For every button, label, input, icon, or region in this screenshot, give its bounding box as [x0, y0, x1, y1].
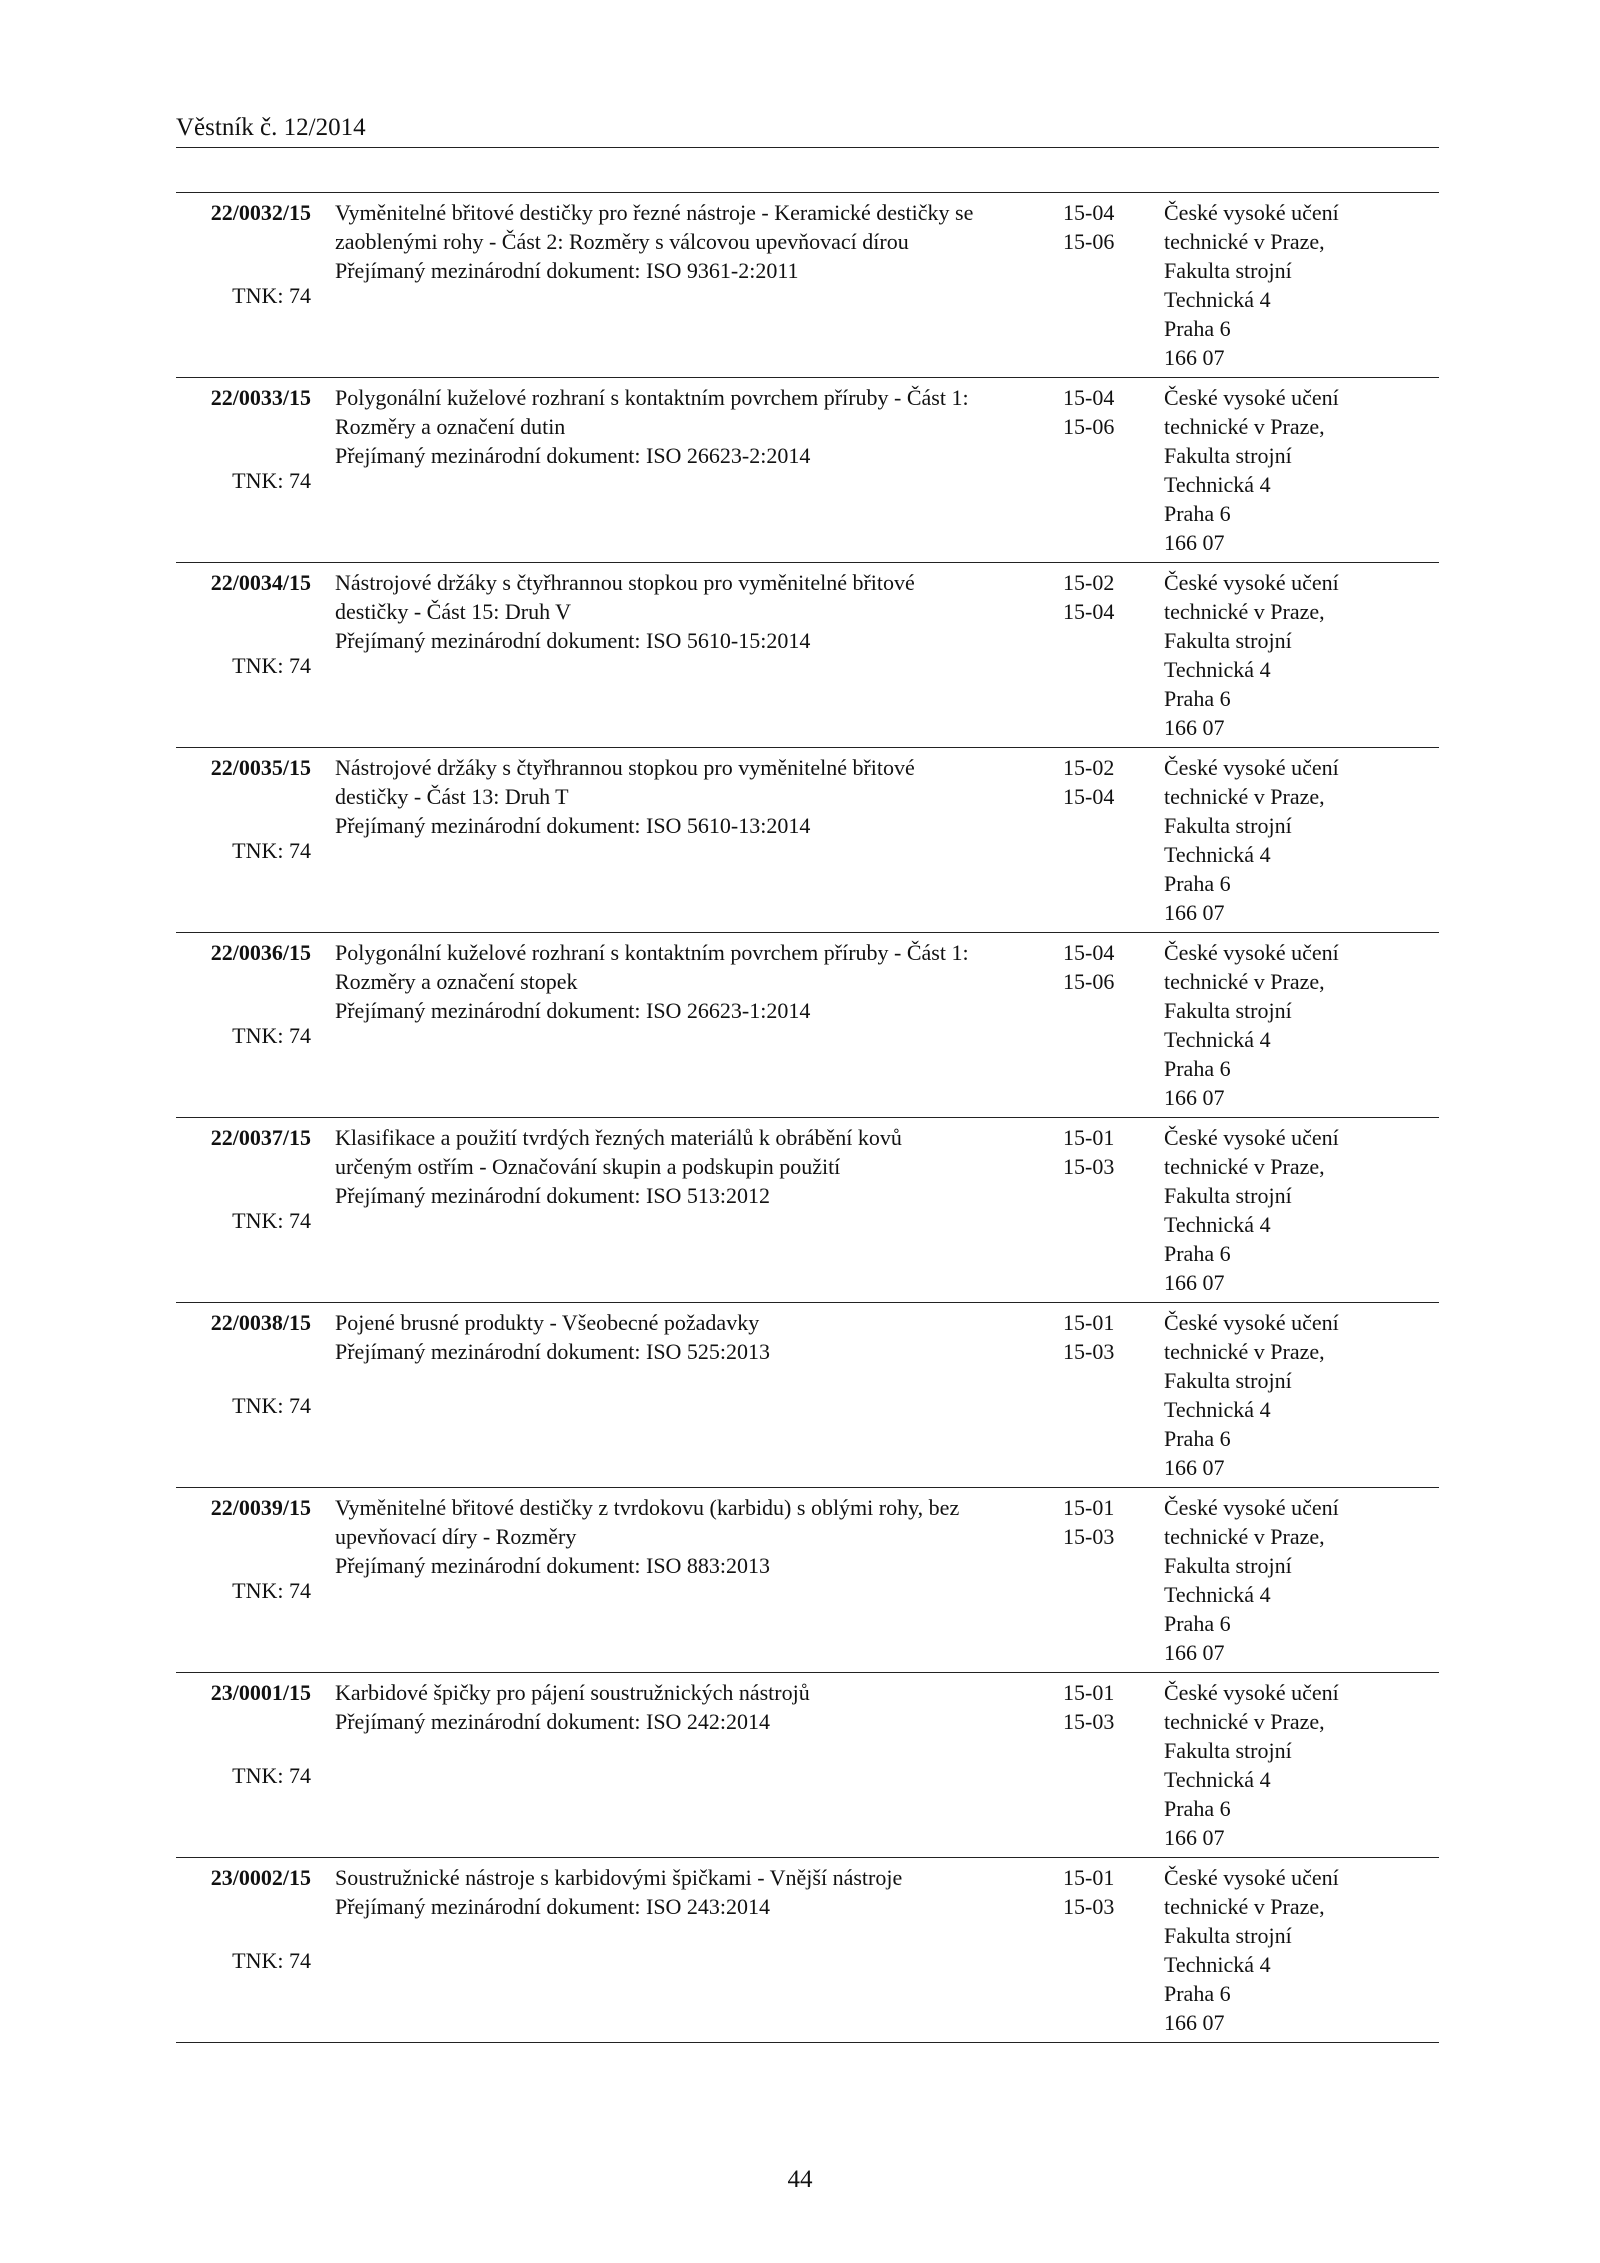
table-row — [176, 193, 1439, 378]
title-line: Karbidové špičky pro pájení soustružnických nástrojů — [335, 1680, 810, 1705]
title-line: Rozměry a označení dutin — [335, 414, 566, 439]
address-line: České vysoké učení — [1164, 570, 1339, 595]
address-line: 166 07 — [1164, 1825, 1225, 1850]
tnk-label: TNK: 74 — [232, 1578, 311, 1603]
codes-cell — [1063, 568, 1143, 626]
address-line: Technická 4 — [1164, 1027, 1271, 1052]
codes-cell — [1063, 198, 1143, 256]
title-line: Přejímaný mezinárodní dokument: ISO 5610-13:2014 — [335, 813, 811, 838]
title-line: Vyměnitelné břitové destičky pro řezné nástroje - Keramické destičky se — [335, 200, 974, 225]
address-line: 166 07 — [1164, 345, 1225, 370]
address-line: Praha 6 — [1164, 501, 1231, 526]
address-line: České vysoké učení — [1164, 755, 1339, 780]
standard-number: 22/0032/15 — [210, 200, 311, 225]
standard-id-cell — [176, 1308, 311, 1420]
tnk-label: TNK: 74 — [232, 1023, 311, 1048]
address-cell — [1164, 383, 1434, 557]
code: 15-01 — [1063, 1125, 1115, 1150]
tnk-label: TNK: 74 — [232, 653, 311, 678]
address-cell — [1164, 1678, 1434, 1852]
address-line: technické v Praze, — [1164, 1524, 1325, 1549]
address-line: Technická 4 — [1164, 842, 1271, 867]
address-line: Fakulta strojní — [1164, 998, 1292, 1023]
title-line: destičky - Část 15: Druh V — [335, 599, 572, 624]
code: 15-04 — [1063, 940, 1115, 965]
address-line: technické v Praze, — [1164, 1339, 1325, 1364]
address-line: technické v Praze, — [1164, 784, 1325, 809]
address-cell — [1164, 568, 1434, 742]
address-line: 166 07 — [1164, 1455, 1225, 1480]
standard-number: 22/0036/15 — [210, 940, 311, 965]
table-row — [176, 1118, 1439, 1303]
table-row — [176, 1858, 1439, 2043]
table-row — [176, 1673, 1439, 1858]
code: 15-03 — [1063, 1524, 1115, 1549]
page-header — [176, 110, 1439, 148]
address-line: Technická 4 — [1164, 1212, 1271, 1237]
address-line: České vysoké učení — [1164, 1865, 1339, 1890]
title-line: Nástrojové držáky s čtyřhrannou stopkou pro vyměnitelné břitové — [335, 570, 915, 595]
title-line: Přejímaný mezinárodní dokument: ISO 883:2013 — [335, 1553, 771, 1578]
code: 15-03 — [1063, 1894, 1115, 1919]
tnk-label: TNK: 74 — [232, 1948, 311, 1973]
address-line: České vysoké učení — [1164, 940, 1339, 965]
title-line: Vyměnitelné břitové destičky z tvrdokovu (karbidu) s oblými rohy, bez — [335, 1495, 960, 1520]
title-line: Přejímaný mezinárodní dokument: ISO 242:2014 — [335, 1709, 771, 1734]
codes-cell — [1063, 1493, 1143, 1551]
standard-id-cell — [176, 1493, 311, 1605]
standard-number: 22/0034/15 — [210, 570, 311, 595]
address-line: Technická 4 — [1164, 1767, 1271, 1792]
address-line: Fakulta strojní — [1164, 258, 1292, 283]
table-row — [176, 1303, 1439, 1488]
code: 15-04 — [1063, 200, 1115, 225]
address-line: Fakulta strojní — [1164, 813, 1292, 838]
address-line: technické v Praze, — [1164, 1709, 1325, 1734]
address-cell — [1164, 753, 1434, 927]
address-line: Technická 4 — [1164, 1952, 1271, 1977]
code: 15-02 — [1063, 755, 1115, 780]
title-line: určeným ostřím - Označování skupin a podskupin použití — [335, 1154, 841, 1179]
address-line: Technická 4 — [1164, 1582, 1271, 1607]
title-line: Přejímaný mezinárodní dokument: ISO 26623-1:2014 — [335, 998, 811, 1023]
address-line: České vysoké učení — [1164, 1495, 1339, 1520]
title-line: Pojené brusné produkty - Všeobecné požadavky — [335, 1310, 760, 1335]
address-line: technické v Praze, — [1164, 229, 1325, 254]
address-cell — [1164, 1308, 1434, 1482]
address-line: technické v Praze, — [1164, 1894, 1325, 1919]
title-line: Polygonální kuželové rozhraní s kontaktním povrchem příruby - Část 1: — [335, 385, 969, 410]
title-line: Soustružnické nástroje s karbidovými špičkami - Vnější nástroje — [335, 1865, 903, 1890]
address-line: technické v Praze, — [1164, 599, 1325, 624]
code: 15-06 — [1063, 229, 1115, 254]
title-line: Přejímaný mezinárodní dokument: ISO 513:2012 — [335, 1183, 771, 1208]
codes-cell — [1063, 1863, 1143, 1921]
page-number: 44 — [787, 2166, 813, 2193]
title-line: Přejímaný mezinárodní dokument: ISO 5610-15:2014 — [335, 628, 811, 653]
codes-cell — [1063, 938, 1143, 996]
code: 15-04 — [1063, 599, 1115, 624]
address-line: Fakulta strojní — [1164, 1368, 1292, 1393]
address-cell — [1164, 938, 1434, 1112]
address-line: 166 07 — [1164, 1270, 1225, 1295]
code: 15-04 — [1063, 385, 1115, 410]
address-line: Praha 6 — [1164, 1981, 1231, 2006]
address-cell — [1164, 1123, 1434, 1297]
address-line: Technická 4 — [1164, 472, 1271, 497]
address-line: Praha 6 — [1164, 871, 1231, 896]
codes-cell — [1063, 753, 1143, 811]
title-line: Přejímaný mezinárodní dokument: ISO 9361-2:2011 — [335, 258, 799, 283]
tnk-label: TNK: 74 — [232, 468, 311, 493]
address-line: 166 07 — [1164, 530, 1225, 555]
address-line: Fakulta strojní — [1164, 443, 1292, 468]
standard-id-cell — [176, 383, 311, 495]
tnk-label: TNK: 74 — [232, 1393, 311, 1418]
tnk-label: TNK: 74 — [232, 838, 311, 863]
table-row — [176, 563, 1439, 748]
table-row — [176, 378, 1439, 563]
standard-number: 22/0038/15 — [210, 1310, 311, 1335]
address-line: technické v Praze, — [1164, 969, 1325, 994]
title-line: Nástrojové držáky s čtyřhrannou stopkou pro vyměnitelné břitové — [335, 755, 915, 780]
standard-number: 22/0039/15 — [210, 1495, 311, 1520]
title-line: Polygonální kuželové rozhraní s kontaktním povrchem příruby - Část 1: — [335, 940, 969, 965]
address-line: České vysoké učení — [1164, 385, 1339, 410]
address-line: Praha 6 — [1164, 1796, 1231, 1821]
table-row — [176, 748, 1439, 933]
title-line: Přejímaný mezinárodní dokument: ISO 525:2013 — [335, 1339, 771, 1364]
table-row — [176, 933, 1439, 1118]
address-line: Technická 4 — [1164, 1397, 1271, 1422]
title-line: Přejímaný mezinárodní dokument: ISO 243:2014 — [335, 1894, 771, 1919]
codes-cell — [1063, 1308, 1143, 1366]
address-line: Praha 6 — [1164, 686, 1231, 711]
code: 15-03 — [1063, 1709, 1115, 1734]
standard-number: 22/0035/15 — [210, 755, 311, 780]
address-line: Technická 4 — [1164, 657, 1271, 682]
address-line: Fakulta strojní — [1164, 1923, 1292, 1948]
address-line: Praha 6 — [1164, 1426, 1231, 1451]
address-line: Praha 6 — [1164, 1056, 1231, 1081]
code: 15-01 — [1063, 1865, 1115, 1890]
title-line: zaoblenými rohy - Část 2: Rozměry s válcovou upevňovací dírou — [335, 229, 909, 254]
code: 15-01 — [1063, 1680, 1115, 1705]
address-line: technické v Praze, — [1164, 1154, 1325, 1179]
title-line: upevňovací díry - Rozměry — [335, 1524, 577, 1549]
code: 15-06 — [1063, 414, 1115, 439]
address-line: Fakulta strojní — [1164, 628, 1292, 653]
standards-table — [176, 192, 1439, 2043]
standard-number: 22/0033/15 — [210, 385, 311, 410]
standard-id-cell — [176, 1678, 311, 1790]
address-line: Fakulta strojní — [1164, 1183, 1292, 1208]
address-cell — [1164, 198, 1434, 372]
codes-cell — [1063, 383, 1143, 441]
tnk-label: TNK: 74 — [232, 1208, 311, 1233]
standard-id-cell — [176, 938, 311, 1050]
standard-id-cell — [176, 1123, 311, 1235]
standard-id-cell — [176, 568, 311, 680]
title-line: Rozměry a označení stopek — [335, 969, 578, 994]
address-line: Technická 4 — [1164, 287, 1271, 312]
table-row — [176, 1488, 1439, 1673]
address-line: 166 07 — [1164, 900, 1225, 925]
address-line: České vysoké učení — [1164, 1680, 1339, 1705]
standard-number: 23/0001/15 — [210, 1680, 311, 1705]
address-line: Praha 6 — [1164, 316, 1231, 341]
address-line: Praha 6 — [1164, 1241, 1231, 1266]
address-line: České vysoké učení — [1164, 200, 1339, 225]
tnk-label: TNK: 74 — [232, 1763, 311, 1788]
title-line: Klasifikace a použití tvrdých řezných materiálů k obrábění kovů — [335, 1125, 902, 1150]
title-line: Přejímaný mezinárodní dokument: ISO 26623-2:2014 — [335, 443, 811, 468]
tnk-label: TNK: 74 — [232, 283, 311, 308]
codes-cell — [1063, 1123, 1143, 1181]
address-cell — [1164, 1863, 1434, 2037]
address-line: 166 07 — [1164, 1640, 1225, 1665]
code: 15-03 — [1063, 1154, 1115, 1179]
address-line: 166 07 — [1164, 715, 1225, 740]
code: 15-01 — [1063, 1495, 1115, 1520]
address-line: technické v Praze, — [1164, 414, 1325, 439]
title-line: destičky - Část 13: Druh T — [335, 784, 569, 809]
code: 15-01 — [1063, 1310, 1115, 1335]
code: 15-02 — [1063, 570, 1115, 595]
header-title: Věstník č. 12/2014 — [176, 114, 366, 141]
standard-id-cell — [176, 753, 311, 865]
address-line: České vysoké učení — [1164, 1125, 1339, 1150]
standard-id-cell — [176, 1863, 311, 1975]
code: 15-03 — [1063, 1339, 1115, 1364]
address-line: Fakulta strojní — [1164, 1738, 1292, 1763]
address-cell — [1164, 1493, 1434, 1667]
code: 15-06 — [1063, 969, 1115, 994]
address-line: Fakulta strojní — [1164, 1553, 1292, 1578]
address-line: 166 07 — [1164, 1085, 1225, 1110]
address-line: České vysoké učení — [1164, 1310, 1339, 1335]
address-line: Praha 6 — [1164, 1611, 1231, 1636]
standard-id-cell — [176, 198, 311, 310]
standard-number: 23/0002/15 — [210, 1865, 311, 1890]
address-line: 166 07 — [1164, 2010, 1225, 2035]
standard-number: 22/0037/15 — [210, 1125, 311, 1150]
codes-cell — [1063, 1678, 1143, 1736]
code: 15-04 — [1063, 784, 1115, 809]
